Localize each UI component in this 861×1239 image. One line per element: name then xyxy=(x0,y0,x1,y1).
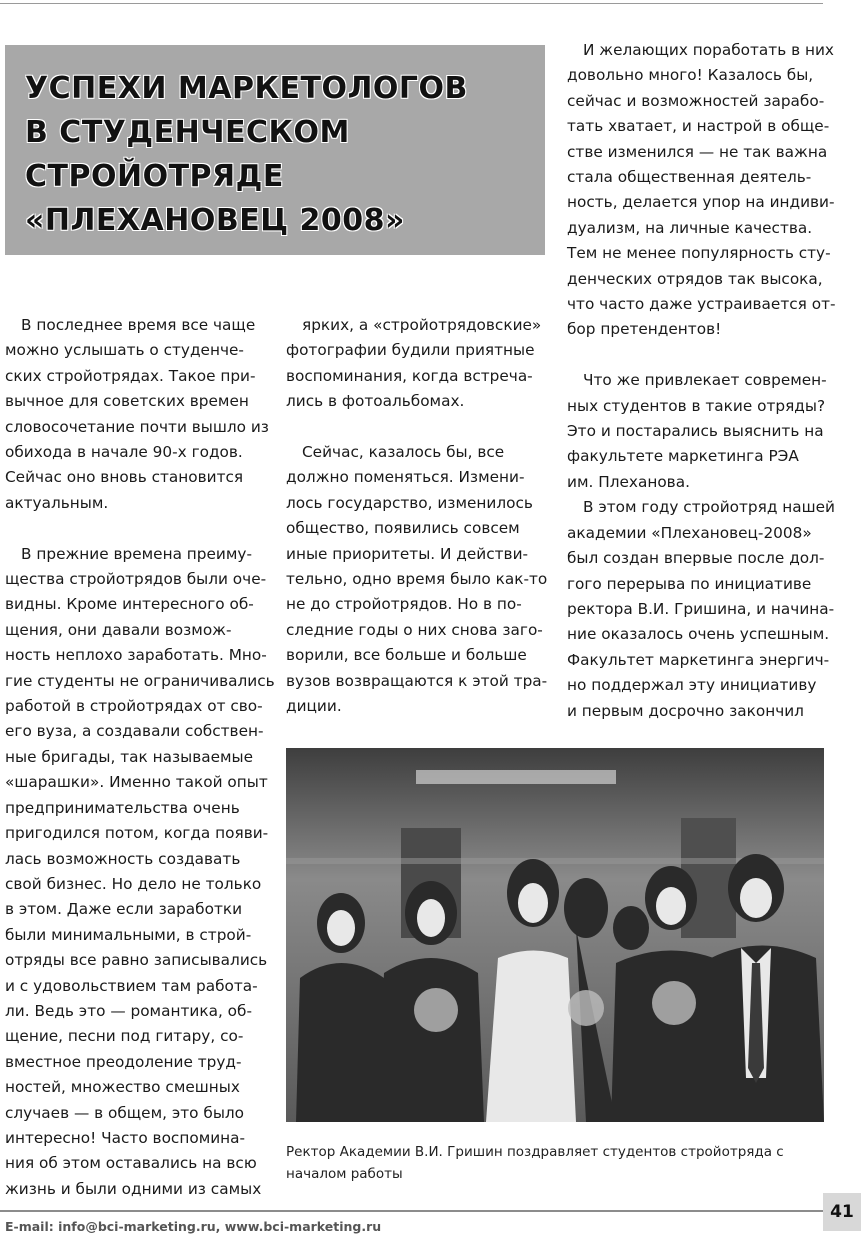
text-line: факультете маркетинга РЭА xyxy=(567,447,799,466)
paragraph xyxy=(5,313,269,516)
article-title-box xyxy=(5,45,545,255)
text-line: и с удовольствием там работа- xyxy=(5,976,258,995)
text-line: денческих отрядов так высока, xyxy=(567,269,823,288)
text-line: Что же привлекает современ- xyxy=(583,371,827,390)
text-line: щества стройотрядов были оче- xyxy=(5,570,267,589)
text-line: и первым досрочно закончил xyxy=(567,701,804,720)
text-line: свой бизнес. Но дело не только xyxy=(5,874,262,893)
middle-text-column xyxy=(286,313,548,719)
title-line: УСПЕХИ МАРКЕТОЛОГОВ xyxy=(25,71,468,106)
text-line: гого перерыва по инициативе xyxy=(567,574,812,593)
top-divider xyxy=(0,3,823,4)
text-line: жизнь и были одними из самых xyxy=(5,1179,262,1198)
text-line: ярких, а «стройотрядовские» xyxy=(302,316,542,334)
text-line: ских стройотрядах. Такое при- xyxy=(5,366,256,385)
text-line: В этом году стройотряд нашей xyxy=(583,498,835,517)
text-line: В последнее время все чаще xyxy=(21,316,256,334)
text-line: щение, песни под гитару, со- xyxy=(5,1027,244,1046)
text-line: следние годы о них снова заго- xyxy=(286,620,543,639)
paragraph xyxy=(567,38,836,343)
text-line: стве изменился — не так важна xyxy=(567,142,828,161)
text-line: ли. Ведь это — романтика, об- xyxy=(5,1001,252,1020)
text-line: диции. xyxy=(286,697,342,716)
text-line: его вуза, а создавали собствен- xyxy=(5,722,264,741)
text-line: ные бригады, так называемые xyxy=(5,747,254,766)
right-text-column xyxy=(567,38,836,724)
text-line: ние оказалось очень успешным. xyxy=(567,625,830,644)
title-line: В СТУДЕНЧЕСКОМ xyxy=(25,115,350,150)
text-line: Сейчас, казалось бы, все xyxy=(302,443,505,462)
text-line: тельно, одно время было как-то xyxy=(286,570,548,589)
paragraph xyxy=(5,542,275,1203)
text-line: но поддержал эту инициативу xyxy=(567,676,817,695)
text-line: бор претендентов! xyxy=(567,320,722,339)
text-line: лось государство, изменилось xyxy=(286,493,533,512)
text-line: вузов возвращаются к этой тра- xyxy=(286,671,548,690)
text-line: ность неплохо заработать. Мно- xyxy=(5,646,267,665)
text-line: щения, они давали возмож- xyxy=(5,620,232,639)
text-line: вместное преодоление труд- xyxy=(5,1052,242,1071)
text-line: И желающих поработать в них xyxy=(583,41,834,59)
left-text-column xyxy=(5,313,275,1202)
text-line: ректора В.И. Гришина, и начина- xyxy=(567,599,835,618)
footer-divider xyxy=(0,1210,823,1212)
text-line: ность, делается упор на индиви- xyxy=(567,193,835,212)
article-photo xyxy=(286,748,824,1122)
text-line: можно услышать о студенче- xyxy=(5,341,244,360)
text-line: гие студенты не ограничивались xyxy=(5,671,275,690)
text-line: должно поменяться. Измени- xyxy=(286,468,525,487)
text-line: обихода в начале 90-х годов. xyxy=(5,443,243,462)
text-line: Факультет маркетинга энергич- xyxy=(567,650,830,669)
text-line: ворили, все больше и больше xyxy=(286,646,527,665)
text-line: сейчас и возможностей зарабо- xyxy=(567,91,825,110)
text-line: ностей, множество смешных xyxy=(5,1078,240,1097)
paragraph xyxy=(567,368,827,495)
title-line: «ПЛЕХАНОВЕЦ 2008» xyxy=(25,203,405,238)
text-line: Это и постарались выяснить на xyxy=(567,422,824,441)
text-line: отряды все равно записывались xyxy=(5,951,268,970)
text-line: работой в стройотрядах от сво- xyxy=(5,697,263,716)
text-line: вычное для советских времен xyxy=(5,392,249,411)
text-line: Сейчас оно вновь становится xyxy=(5,468,244,487)
text-line: ных студентов в такие отряды? xyxy=(567,396,826,415)
text-line: «шарашки». Именно такой опыт xyxy=(5,773,268,792)
text-line: В прежние времена преиму- xyxy=(21,544,252,563)
text-line: ния об этом оставались на всю xyxy=(5,1154,257,1173)
text-line: случаев — в общем, это было xyxy=(5,1103,245,1122)
text-line: видны. Кроме интересного об- xyxy=(5,595,254,614)
text-line: лась возможность создавать xyxy=(5,849,241,868)
paragraph xyxy=(567,495,835,724)
text-line: дуализм, на личные качества. xyxy=(567,218,813,237)
text-line: предпринимательства очень xyxy=(5,798,240,817)
text-line: иные приоритеты. И действи- xyxy=(286,544,529,563)
text-line: Тем не менее популярность сту- xyxy=(567,244,831,263)
text-line: не до стройотрядов. Но в по- xyxy=(286,595,522,614)
text-line: общество, появились совсем xyxy=(286,519,520,538)
footer-contacts: E-mail: info@bci-marketing.ru, www.bci-marketing.ru xyxy=(5,1219,382,1234)
text-line: в этом. Даже если заработки xyxy=(5,900,243,919)
text-line: стала общественная деятель- xyxy=(567,168,812,187)
paragraph xyxy=(286,440,548,719)
text-line: академии «Плехановец-2008» xyxy=(567,523,812,542)
text-line: лись в фотоальбомах. xyxy=(286,392,465,411)
text-line: довольно много! Казалось бы, xyxy=(567,66,814,85)
article-title xyxy=(25,67,468,243)
text-line: интересно! Часто воспомина- xyxy=(5,1128,246,1147)
text-line: актуальным. xyxy=(5,493,109,512)
text-line: был создан впервые после дол- xyxy=(567,549,825,568)
text-line: воспоминания, когда встреча- xyxy=(286,366,533,385)
text-line: тать хватает, и настрой в обще- xyxy=(567,117,830,136)
text-line: что часто даже устраивается от- xyxy=(567,295,836,314)
page-number: 41 xyxy=(823,1193,861,1231)
text-line: фотографии будили приятные xyxy=(286,341,535,360)
photo-caption: Ректор Академии В.И. Гришин поздравляет студентов стройотряда с началом работы xyxy=(286,1144,784,1182)
title-line: СТРОЙОТРЯДЕ xyxy=(25,159,284,194)
text-line: им. Плеханова. xyxy=(567,472,690,491)
text-line: пригодился потом, когда появи- xyxy=(5,824,269,843)
text-line: словосочетание почти вышло из xyxy=(5,417,269,436)
text-line: были минимальными, в строй- xyxy=(5,925,252,944)
paragraph xyxy=(286,313,544,415)
